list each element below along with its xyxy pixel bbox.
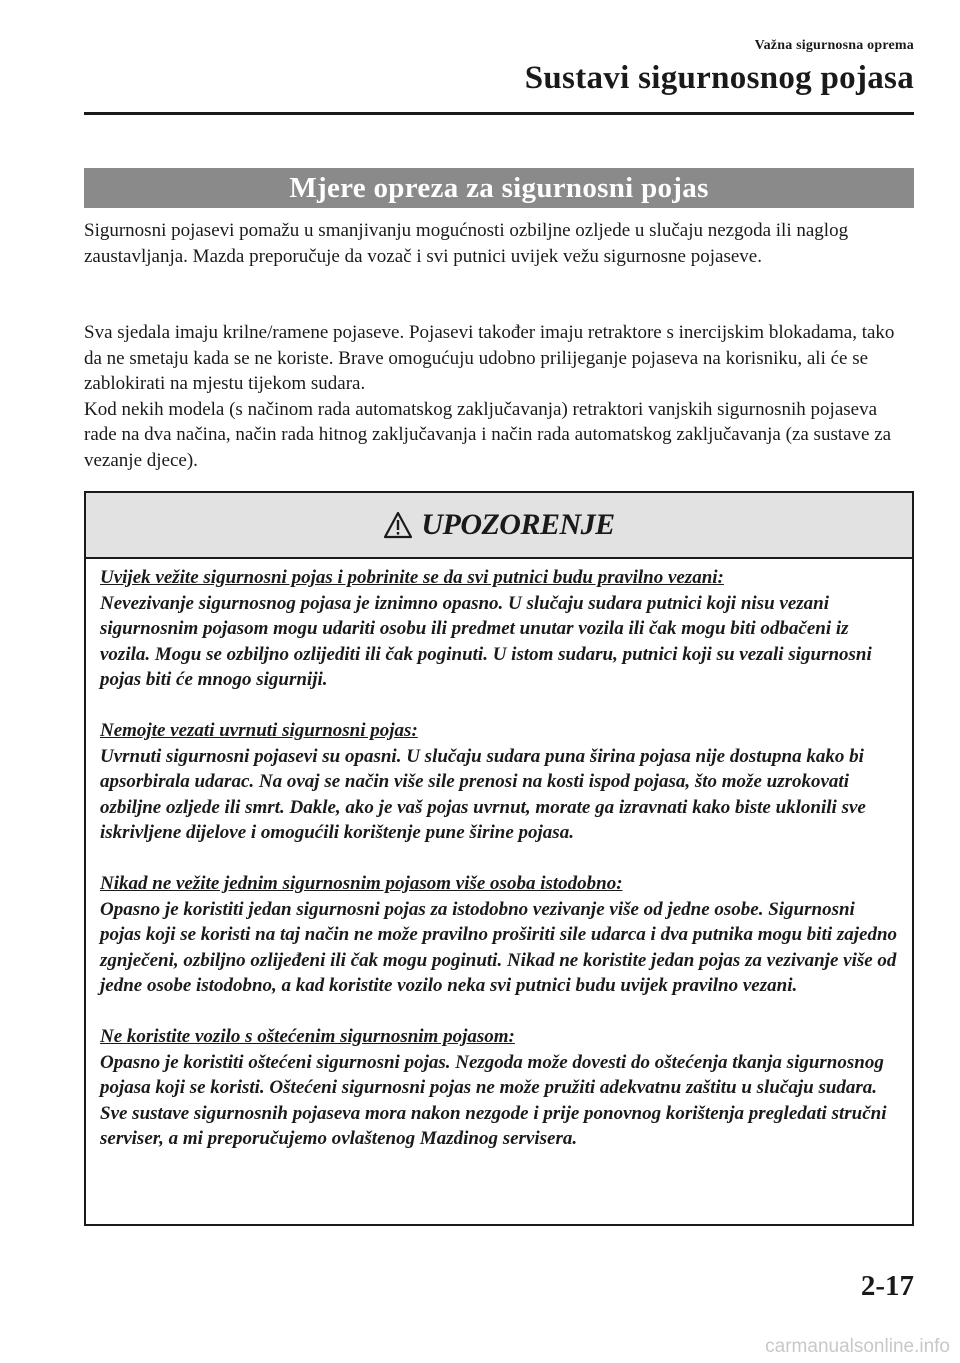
warning-triangle-icon [383,511,413,539]
section-label: Važna sigurnosna oprema [754,38,914,53]
intro-text: Sigurnosni pojasevi pomažu u smanjivanju mogućnosti ozbiljne ozljede u slučaju nezgoda ili naglog zaustavljanja. Mazda preporučuje da vozač i svi putnici uvijek vežu sigurnosne pojaseve. [84,220,849,267]
warning-item-title: Nemojte vezati uvrnuti sigurnosni pojas: [100,720,418,741]
warning-item-title: Nikad ne vežite jednim sigurnosnim pojasom više osoba istodobno: [100,873,623,894]
warning-title: UPOZORENJE [421,508,615,541]
warning-item [100,871,898,999]
warning-body [86,559,912,1152]
watermark: carmanualsonline.info [765,1336,950,1357]
page-number: 2-17 [860,1270,914,1302]
warning-item-text: Uvrnuti sigurnosni pojasevi su opasni. U slučaju sudara puna širina pojasa nije dostupna kako bi apsorbirala udarac. Na ovaj se način više sile prenosi na kosti ispod pojasa, što može uzrokovati ozbiljne ozljede ili smrt. Dakle, ako je vaš pojas uvrnut, morate ga izravnati kako biste uklonili sve iskrivljene dijelove i omogućili korištenje pune širine pojasa. [100,745,866,843]
details-text-2: Kod nekih modela (s načinom rada automatskog zaključavanja) retraktori vanjskih sigurnosnih pojaseva rade na dva načina, način rada hitnog zaključavanja i način rada automatskog zaključavanja (za sustave za vezanje djece). [84,398,892,471]
warning-item-text: Nevezivanje sigurnosnog pojasa je iznimno opasno. U slučaju sudara putnici koji nisu vezani sigurnosnim pojasom mogu udariti osobu ili predmet unutar vozila ili čak mogu biti odbačeni iz vozila. Mogu se ozbiljno ozlijediti ili čak poginuti. U istom sudaru, putnici koji su vezali sigurnosni pojas biti će mnogo sigurniji. [100,592,872,690]
warning-box [84,491,914,1226]
warning-item [100,1024,898,1152]
warning-item-title: Ne koristite vozilo s oštećenim sigurnosnim pojasom: [100,1026,515,1047]
warning-item [100,718,898,846]
warning-header [86,493,912,559]
chapter-title: Sustavi sigurnosnog pojasa [524,60,914,96]
header-rule [84,112,914,115]
warning-item-text: Opasno je koristiti oštećeni sigurnosni pojas. Nezgoda može dovesti do oštećenja tkanja sigurnosnog pojasa koji se koristi. Oštećeni sigurnosni pojas ne može pružiti adekvatnu zaštitu u slučaju sudara. Sve sustave sigurnosnih pojaseva mora nakon nezgode i prije ponovnog korištenja pregledati stručni serviser, a mi preporučujemo ovlaštenog Mazdinog servisera. [100,1051,887,1149]
details-paragraph [84,320,914,473]
warning-item [100,565,898,693]
details-text-1: Sva sjedala imaju krilne/ramene pojaseve. Pojasevi također imaju retraktore s inercijskim blokadama, tako da ne smetaju kada se ne koriste. Brave omogućuju udobno prilijeganje pojaseva na korisniku, ali će se zablokirati na mjestu tijekom sudara. [84,322,895,394]
intro-paragraph [84,218,914,269]
warning-item-text: Opasno je koristiti jedan sigurnosni pojas za istodobno vezivanje više od jedne osobe. Sigurnosni pojas koji se koristi na taj način ne može pravilno proširiti sile udarca i dva putnika mogu biti zajedno zgnječeni, ozbiljno ozlijeđeni ili čak mogu poginuti. Nikad ne koristite jedan pojas za vezivanje više od jedne osobe istodobno, a kad koristite vozilo neka svi putnici budu uvijek pravilno vezani. [100,898,898,996]
section-banner: Mjere opreza za sigurnosni pojas [84,168,914,208]
warning-item-title: Uvijek vežite sigurnosni pojas i pobrinite se da svi putnici budu pravilno vezani: [100,567,724,588]
